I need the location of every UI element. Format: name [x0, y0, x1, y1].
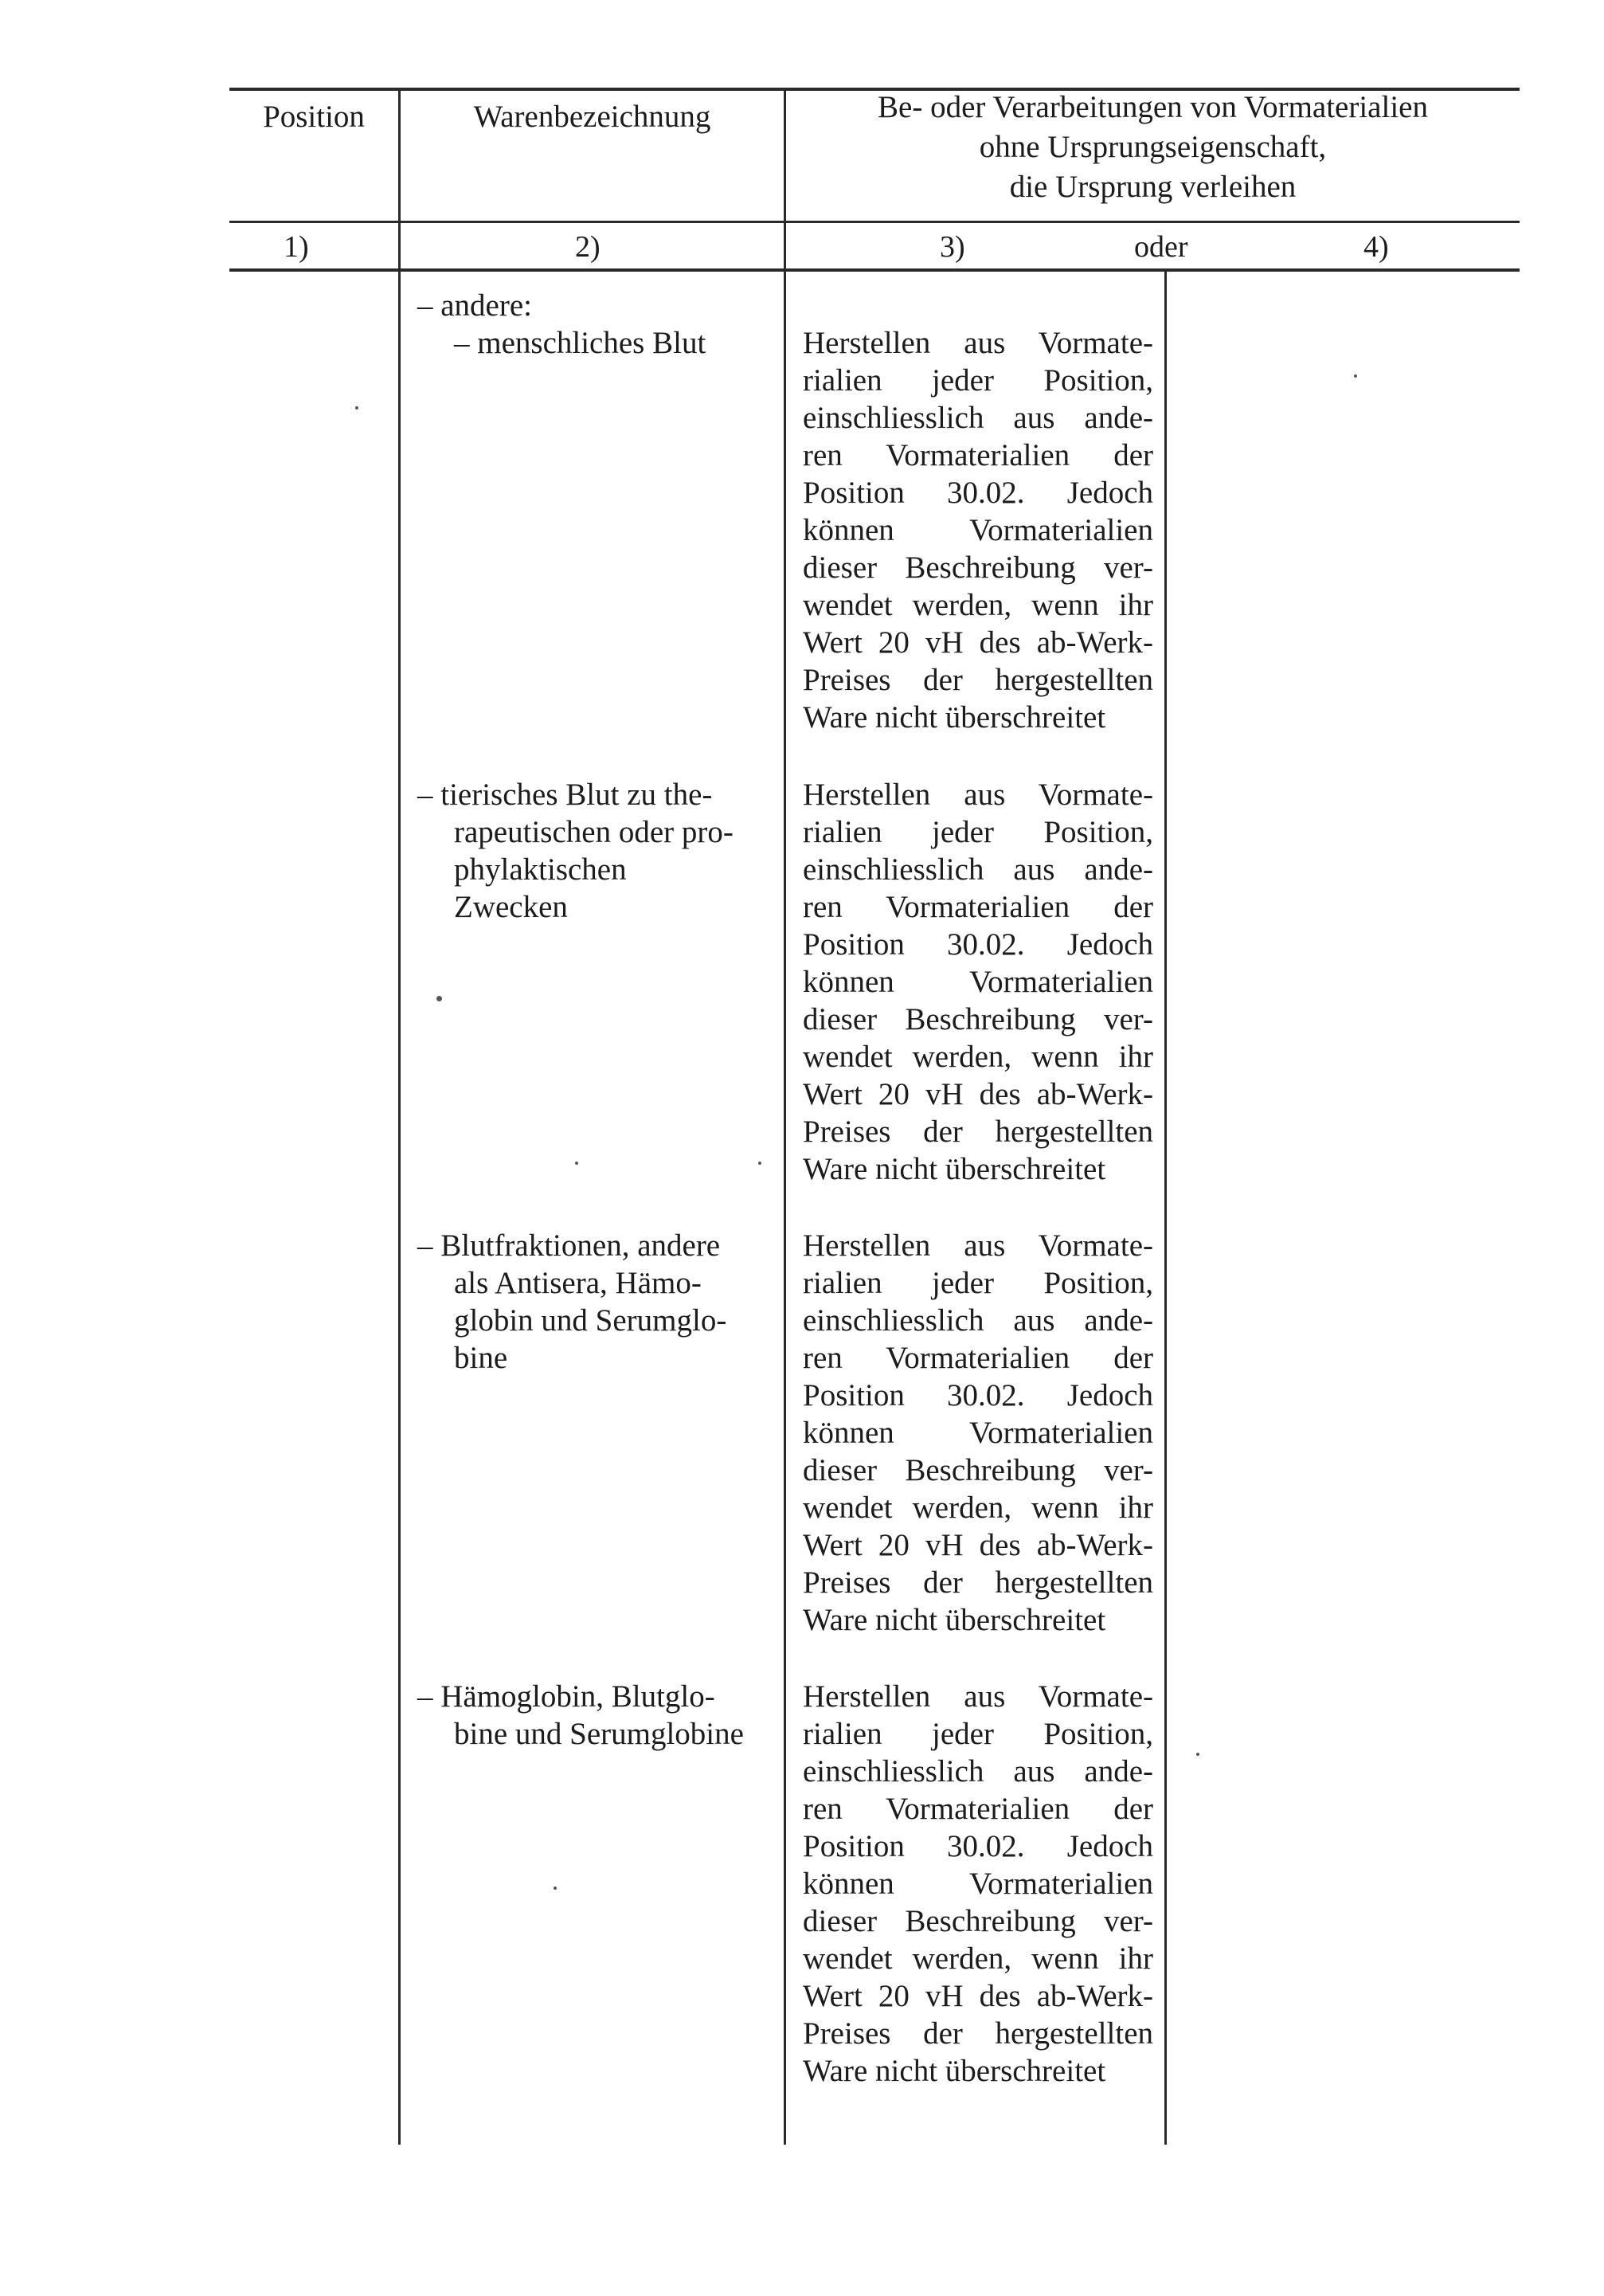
entry-4-rule: [803, 1678, 1153, 2090]
rule-line: Preises der hergestellten: [803, 1565, 1153, 1600]
entry-2-description: [417, 776, 734, 926]
description-line: bine: [454, 1341, 508, 1375]
rule-line: Position 30.02. Jedoch: [803, 927, 1153, 962]
entry-3-description: [417, 1227, 726, 1377]
column-divider-1: [398, 89, 401, 2145]
rule-line: Preises der hergestellten: [803, 663, 1153, 697]
rule-line: wendet werden, wenn ihr: [803, 588, 1153, 622]
rule-line: Herstellen aus Vormate-: [803, 1228, 1153, 1263]
rule-line: wendet werden, wenn ihr: [803, 1941, 1153, 1976]
scan-speck: [1354, 374, 1357, 378]
scan-speck: [1196, 1753, 1199, 1756]
entry-2-rule: [803, 776, 1153, 1188]
rule-line: Position 30.02. Jedoch: [803, 476, 1153, 510]
description-line: als Antisera, Hämo-: [454, 1266, 702, 1300]
rule-line: Position 30.02. Jedoch: [803, 1829, 1153, 1863]
rule-line: rialien jeder Position,: [803, 815, 1153, 849]
rule-line: können Vormaterialien: [803, 965, 1153, 999]
description-line: – Blutfraktionen, andere: [417, 1228, 721, 1263]
rule-line: ren Vormaterialien der: [803, 890, 1153, 924]
header-verarbeitungen-line: Be- oder Verarbeitungen von Vormaterialien: [878, 90, 1428, 124]
column-number-3: 3): [940, 230, 965, 264]
rule-line: Ware nicht überschreitet: [803, 1152, 1106, 1186]
scan-speck: [554, 1887, 557, 1890]
header-verarbeitungen-line: die Ursprung verleihen: [1009, 170, 1297, 204]
rule-line: können Vormaterialien: [803, 1867, 1153, 1901]
rule-line: Wert 20 vH des ab-Werk-: [803, 1979, 1153, 2013]
scan-speck: [355, 406, 358, 409]
rule-line: Herstellen aus Vormate-: [803, 778, 1153, 812]
description-line: globin und Serumglo-: [454, 1303, 727, 1338]
rule-line: Position 30.02. Jedoch: [803, 1378, 1153, 1412]
description-line: – Hämoglobin, Blutglo-: [417, 1679, 715, 1714]
rule-line: ren Vormaterialien der: [803, 1792, 1153, 1826]
scan-speck: [436, 996, 442, 1001]
rule-line: dieser Beschreibung ver-: [803, 1002, 1153, 1036]
rule-line: Ware nicht überschreitet: [803, 700, 1106, 735]
entry-4-description: [417, 1678, 744, 1753]
entry-1-rule: [803, 324, 1153, 736]
column-number-oder: oder: [1134, 230, 1188, 264]
rule-line: Ware nicht überschreitet: [803, 1603, 1106, 1637]
rule-line: wendet werden, wenn ihr: [803, 1040, 1153, 1074]
rule-line: einschliesslich aus ande-: [803, 852, 1153, 887]
rule-line: Wert 20 vH des ab-Werk-: [803, 625, 1153, 660]
column-divider-2: [784, 89, 786, 2145]
rule-line: dieser Beschreibung ver-: [803, 550, 1153, 585]
header-separator-rule: [229, 221, 1520, 223]
rule-line: einschliesslich aus ande-: [803, 1754, 1153, 1789]
rule-line: Preises der hergestellten: [803, 1115, 1153, 1149]
description-line: rapeutischen oder pro-: [454, 815, 734, 849]
description-line: bine und Serumglobine: [454, 1717, 744, 1751]
rule-line: Wert 20 vH des ab-Werk-: [803, 1528, 1153, 1562]
description-line: phylaktischen: [454, 852, 627, 887]
rule-line: ren Vormaterialien der: [803, 438, 1153, 472]
column-number-4: 4): [1363, 230, 1389, 264]
header-warenbezeichnung: Warenbezeichnung: [473, 100, 711, 134]
rule-line: Ware nicht überschreitet: [803, 2054, 1106, 2088]
rule-line: wendet werden, wenn ihr: [803, 1491, 1153, 1525]
rule-line: können Vormaterialien: [803, 1416, 1153, 1450]
column-number-1: 1): [284, 230, 309, 264]
column-number-2: 2): [575, 230, 601, 264]
rule-line: einschliesslich aus ande-: [803, 1303, 1153, 1338]
rule-line: dieser Beschreibung ver-: [803, 1904, 1153, 1938]
column-number-rule: [229, 268, 1520, 272]
rule-line: ren Vormaterialien der: [803, 1341, 1153, 1375]
header-position: Position: [263, 100, 365, 134]
rule-line: Herstellen aus Vormate-: [803, 326, 1153, 360]
scan-speck: [575, 1162, 578, 1165]
column-divider-3: [1164, 271, 1167, 2145]
rule-line: rialien jeder Position,: [803, 1266, 1153, 1300]
rule-line: rialien jeder Position,: [803, 363, 1153, 398]
description-line: Zwecken: [454, 890, 568, 924]
rule-line: dieser Beschreibung ver-: [803, 1453, 1153, 1487]
header-verarbeitungen: [786, 88, 1520, 207]
rule-line: Preises der hergestellten: [803, 2016, 1153, 2051]
rule-line: können Vormaterialien: [803, 513, 1153, 547]
rule-line: einschliesslich aus ande-: [803, 401, 1153, 435]
entry-3-rule: [803, 1227, 1153, 1639]
scan-speck: [758, 1162, 761, 1165]
description-line: – menschliches Blut: [454, 326, 706, 360]
rule-line: Wert 20 vH des ab-Werk-: [803, 1077, 1153, 1111]
description-line: – tierisches Blut zu the-: [417, 778, 713, 812]
rule-line: Herstellen aus Vormate-: [803, 1679, 1153, 1714]
description-line: – andere:: [417, 288, 533, 323]
header-verarbeitungen-line: ohne Ursprungseigenschaft,: [979, 130, 1327, 164]
rule-line: rialien jeder Position,: [803, 1717, 1153, 1751]
entry-1-description: [417, 287, 706, 362]
